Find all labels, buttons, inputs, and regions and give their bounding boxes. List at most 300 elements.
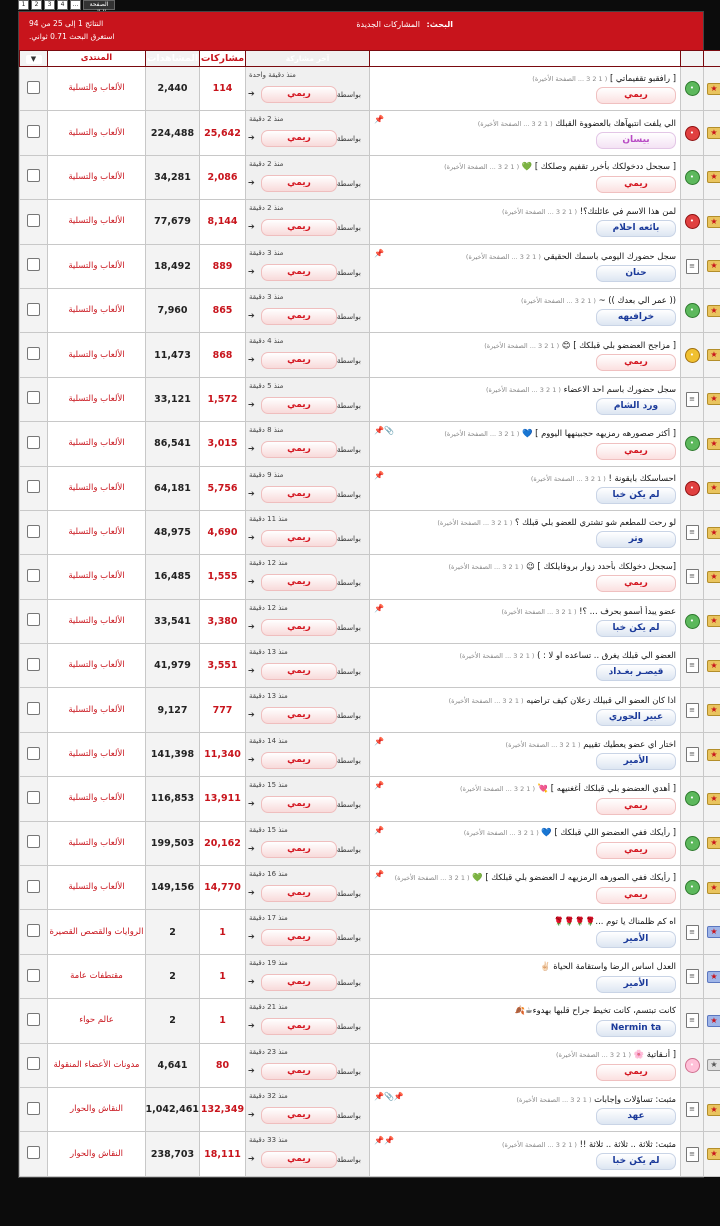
last-post-time: منذ 21 دقيقة <box>249 1003 288 1012</box>
folder-icon: ★ <box>707 482 720 494</box>
posts-count[interactable]: 25,642 <box>200 111 246 155</box>
row-checkbox[interactable] <box>27 303 40 316</box>
page-link[interactable]: 1 <box>18 0 29 10</box>
last-post-cell <box>246 1087 370 1131</box>
forum-link[interactable]: الألعاب والتسلية <box>48 155 146 199</box>
row-checkbox[interactable] <box>27 702 40 715</box>
forum-link[interactable]: الألعاب والتسلية <box>48 599 146 643</box>
col-views[interactable]: المشاهدات <box>146 51 200 67</box>
last-poster[interactable]: ريمي <box>261 663 337 680</box>
go-to-last-post-icon[interactable]: ➔ <box>248 799 255 809</box>
topic-author[interactable]: ريمي <box>596 354 676 371</box>
row-checkbox[interactable] <box>27 969 40 982</box>
posts-count[interactable]: 4,690 <box>200 510 246 554</box>
topic-author[interactable]: Nermin ta <box>596 1020 676 1037</box>
search-label: البحث: <box>426 20 453 29</box>
go-to-last-post-icon[interactable]: ➔ <box>248 932 255 942</box>
page-links[interactable]: ( 1 2 3 ... الصفحة الأخيرة) <box>463 829 539 838</box>
page-link[interactable]: ... <box>70 0 81 10</box>
views-count: 2 <box>146 910 200 954</box>
go-to-last-post-icon[interactable]: ➔ <box>248 532 255 542</box>
page-links[interactable]: ( 1 2 3 ... الصفحة الأخيرة) <box>484 341 560 350</box>
posts-count[interactable]: 132,349 <box>200 1087 246 1131</box>
last-poster[interactable]: ريمي <box>261 441 337 458</box>
topic-title[interactable]: [ أكثر صصورهه رمزيهه حجبينهها اليووم ] 💙 ( 1 2 3 ... الصفحة الأخيرة) <box>444 427 676 438</box>
topic-status-cell <box>704 954 720 998</box>
posts-count[interactable]: 865 <box>200 288 246 332</box>
last-poster[interactable]: ريمي <box>261 574 337 591</box>
by-label: بواسطة <box>336 134 361 144</box>
topic-cell <box>370 244 681 288</box>
topic-title[interactable]: عضو يبدأ أسمو بحرف ... ؟! ( 1 2 3 ... الصفحة الأخيرة) <box>501 605 676 616</box>
page-links[interactable]: ( 1 2 3 ... الصفحة الأخيرة) <box>444 429 520 438</box>
topic-author-wrap <box>374 398 676 415</box>
row-checkbox[interactable] <box>27 347 40 360</box>
folder-icon: ★ <box>707 260 720 272</box>
last-poster[interactable]: ريمي <box>261 86 337 103</box>
go-to-last-post-icon[interactable]: ➔ <box>248 310 255 320</box>
last-poster[interactable]: ريمي <box>261 752 337 769</box>
page-links[interactable]: ( 1 2 3 ... الصفحة الأخيرة) <box>460 784 536 793</box>
folder-icon: ★ <box>707 438 720 450</box>
by-label: بواسطة <box>336 223 361 233</box>
row-checkbox[interactable] <box>27 258 40 271</box>
topic-author-wrap <box>374 531 676 548</box>
table-row <box>20 821 720 865</box>
topic-author[interactable]: لم يكن خبا <box>596 487 676 504</box>
forum-link[interactable]: الألعاب والتسلية <box>48 555 146 599</box>
go-to-last-post-icon[interactable]: ➔ <box>248 1109 255 1119</box>
topic-title[interactable]: الي يلفت انتبهآهك بالعضووة القبلك ( 1 2 3 ... الصفحة الأخيرة) <box>477 117 676 128</box>
folder-icon: ★ <box>707 127 720 139</box>
folder-icon: ★ <box>707 527 720 539</box>
table-row <box>20 466 720 510</box>
forum-link[interactable]: الألعاب والتسلية <box>48 466 146 510</box>
topic-title[interactable]: سجل حضورك باسم احد الاعضاء ( 1 2 3 ... الصفحة الأخيرة) <box>485 383 676 394</box>
go-to-last-post-icon[interactable]: ➔ <box>248 1021 255 1031</box>
last-poster[interactable]: ريمي <box>261 486 337 503</box>
select-cell <box>20 244 48 288</box>
col-topic[interactable]: الموضوع / كاتب الموضوع <box>370 51 681 67</box>
forum-link[interactable]: الألعاب والتسلية <box>48 688 146 732</box>
post-icon: • <box>685 1058 700 1073</box>
row-checkbox[interactable] <box>27 436 40 449</box>
by-label: بواسطة <box>336 489 361 499</box>
row-checkbox[interactable] <box>27 525 40 538</box>
by-label: بواسطة <box>336 400 361 410</box>
row-checkbox[interactable] <box>27 480 40 493</box>
row-checkbox[interactable] <box>27 391 40 404</box>
topic-icon-cell <box>681 288 704 332</box>
topic-author-wrap <box>374 1108 676 1125</box>
topic-icon-cell <box>681 1043 704 1087</box>
topic-title[interactable]: لمن هذا الاسم في عائلتك؟! ( 1 2 3 ... الصفحة الأخيرة) <box>502 206 676 217</box>
topic-icon-cell <box>681 866 704 910</box>
folder-icon: ★ <box>707 971 720 983</box>
topic-title[interactable]: احساسكك بايقونة ! ( 1 2 3 ... الصفحة الأخيرة) <box>530 472 676 483</box>
posts-count[interactable]: 11,340 <box>200 732 246 776</box>
row-checkbox[interactable] <box>27 747 40 760</box>
posts-count[interactable]: 1,555 <box>200 555 246 599</box>
table-row <box>20 732 720 776</box>
select-cell <box>20 954 48 998</box>
folder-icon: ★ <box>707 837 720 849</box>
last-post-time: منذ 12 دقيقة <box>249 559 288 568</box>
topic-cell <box>370 644 681 688</box>
topic-cell <box>370 1087 681 1131</box>
topic-status-cell <box>704 155 720 199</box>
forum-link[interactable]: مقتطفات عامة <box>48 954 146 998</box>
page-links[interactable]: ( 1 2 3 ... الصفحة الأخيرة) <box>520 297 596 306</box>
topic-cell <box>370 777 681 821</box>
go-to-last-post-icon[interactable]: ➔ <box>248 621 255 631</box>
topic-author[interactable]: وتر <box>596 531 676 548</box>
topic-cell <box>370 910 681 954</box>
table-row <box>20 644 720 688</box>
forum-link[interactable]: عالم حواء <box>48 999 146 1043</box>
last-poster[interactable]: ريمي <box>261 929 337 946</box>
row-checkbox[interactable] <box>27 1057 40 1070</box>
topic-author-wrap <box>374 620 676 637</box>
last-poster[interactable]: ريمي <box>261 264 337 281</box>
last-post-time: منذ 3 دقيقة <box>249 248 284 257</box>
topic-status-cell <box>704 999 720 1043</box>
topic-author-wrap <box>374 575 676 592</box>
table-row <box>20 155 720 199</box>
forum-link[interactable]: الألعاب والتسلية <box>48 777 146 821</box>
topic-author[interactable]: الأمير <box>596 753 676 770</box>
topic-author[interactable]: ريمي <box>596 176 676 193</box>
go-to-last-post-icon[interactable]: ➔ <box>248 976 255 986</box>
go-to-last-post-icon[interactable]: ➔ <box>248 666 255 676</box>
posts-count[interactable]: 13,911 <box>200 777 246 821</box>
topic-author-wrap <box>374 176 676 193</box>
last-post-cell <box>246 288 370 332</box>
topic-title[interactable]: (( عمر الي بعدك )) ~ ( 1 2 3 ... الصفحة الأخيرة) <box>520 295 676 306</box>
topic-author[interactable]: عهد <box>596 1108 676 1125</box>
posts-count[interactable]: 2,086 <box>200 155 246 199</box>
topic-title[interactable]: [ أنـقاتية 🌸 ( 1 2 3 ... الصفحة الأخيرة) <box>556 1049 676 1060</box>
topic-author-wrap <box>374 976 676 993</box>
go-to-last-post-icon[interactable]: ➔ <box>248 266 255 276</box>
page-links[interactable]: ( 1 2 3 ... الصفحة الأخيرة) <box>477 119 553 128</box>
last-poster[interactable]: ريمي <box>261 619 337 636</box>
row-checkbox[interactable] <box>27 613 40 626</box>
folder-icon: ★ <box>707 793 720 805</box>
topic-title[interactable]: [ رأيكك ففي العضضو اللي قبلكك ] 💙 ( 1 2 3 ... الصفحة الأخيرة) <box>463 827 676 838</box>
forum-link[interactable]: الألعاب والتسلية <box>48 333 146 377</box>
page-link[interactable]: 4 <box>57 0 68 10</box>
select-cell <box>20 510 48 554</box>
last-post-cell <box>246 377 370 421</box>
topic-title[interactable]: مثبت: تساؤلات وإجابات ( 1 2 3 ... الصفحة الأخيرة) <box>516 1094 676 1105</box>
last-post-cell <box>246 155 370 199</box>
topic-title[interactable]: [ سجحل ددخولكك بأخرر تقفيم وصلكك ] 💚 ( 1 2 3 ... الصفحة الأخيرة) <box>444 161 676 172</box>
page-links[interactable]: ( 1 2 3 ... الصفحة الأخيرة) <box>501 1140 577 1149</box>
row-checkbox[interactable] <box>27 880 40 893</box>
row-checkbox[interactable] <box>27 1013 40 1026</box>
topic-status-cell <box>704 1087 720 1131</box>
go-to-last-post-icon[interactable]: ➔ <box>248 399 255 409</box>
last-post-cell <box>246 688 370 732</box>
last-poster[interactable]: ريمي <box>261 308 337 325</box>
topic-author[interactable]: قيصـر بغـداد <box>596 664 676 681</box>
go-to-last-post-icon[interactable]: ➔ <box>248 133 255 143</box>
select-cell <box>20 599 48 643</box>
topic-author[interactable]: الأمير <box>596 931 676 948</box>
topic-icon-cell <box>681 644 704 688</box>
forum-link[interactable]: الألعاب والتسلية <box>48 244 146 288</box>
post-icon: • <box>685 836 700 851</box>
last-post-time: منذ 23 دقيقة <box>249 1047 288 1056</box>
go-to-last-post-icon[interactable]: ➔ <box>248 577 255 587</box>
go-to-last-post-icon[interactable]: ➔ <box>248 355 255 365</box>
go-to-last-post-icon[interactable]: ➔ <box>248 754 255 764</box>
last-poster[interactable]: ريمي <box>261 885 337 902</box>
forum-link[interactable]: الألعاب والتسلية <box>48 67 146 111</box>
last-post-cell <box>246 244 370 288</box>
posts-count[interactable]: 1,572 <box>200 377 246 421</box>
row-checkbox[interactable] <box>27 125 40 138</box>
topic-title[interactable]: [ رافقبو تقفيماتي ] ( 1 2 3 ... الصفحة الأخيرة) <box>532 73 676 84</box>
posts-count[interactable]: 80 <box>200 1043 246 1087</box>
row-checkbox[interactable] <box>27 924 40 937</box>
col-last-post[interactable]: آخر مشاركة <box>246 51 370 67</box>
page-link[interactable]: 2 <box>31 0 42 10</box>
last-post-cell <box>246 910 370 954</box>
page-links[interactable]: ( 1 2 3 ... الصفحة الأخيرة) <box>465 252 541 261</box>
views-count: 224,488 <box>146 111 200 155</box>
go-to-last-post-icon[interactable]: ➔ <box>248 177 255 187</box>
last-poster[interactable]: ريمي <box>261 1063 337 1080</box>
table-row <box>20 777 720 821</box>
topic-cell <box>370 466 681 510</box>
forum-link[interactable]: الألعاب والتسلية <box>48 732 146 776</box>
topic-title[interactable]: لو رحت للمطعم شو تشتري للعضو بلي قبلك ؟ ( 1 2 3 ... الصفحة الأخيرة) <box>437 517 676 528</box>
row-checkbox[interactable] <box>27 1102 40 1115</box>
forum-link[interactable]: الألعاب والتسلية <box>48 288 146 332</box>
last-poster[interactable]: ريمي <box>261 352 337 369</box>
post-icon: • <box>685 791 700 806</box>
row-checkbox[interactable] <box>27 569 40 582</box>
forum-link[interactable]: الألعاب والتسلية <box>48 200 146 244</box>
page-links[interactable]: ( 1 2 3 ... الصفحة الأخيرة) <box>530 474 606 483</box>
posts-count[interactable]: 114 <box>200 67 246 111</box>
last-poster[interactable]: ريمي <box>261 841 337 858</box>
topic-cell <box>370 200 681 244</box>
topic-author[interactable]: ريمي <box>596 575 676 592</box>
last-post-time: منذ 9 دقيقة <box>249 470 284 479</box>
post-icon: • <box>685 214 700 229</box>
forum-link[interactable]: الألعاب والتسلية <box>48 821 146 865</box>
last-poster[interactable]: ريمي <box>261 974 337 991</box>
posts-count[interactable]: 5,756 <box>200 466 246 510</box>
topic-icon-cell <box>681 777 704 821</box>
folder-icon: ★ <box>707 1104 720 1116</box>
topic-title[interactable]: [ أهدي العضضو بلي قبلكك أغغنيهه ] 💘 ( 1 2 3 ... الصفحة الأخيرة) <box>460 782 676 793</box>
topic-title[interactable]: [ مزاجح العضضو بلي قبلكك ] 😊 ( 1 2 3 ... الصفحة الأخيرة) <box>484 339 676 350</box>
last-post-time: منذ 11 دقيقة <box>249 514 288 523</box>
row-checkbox[interactable] <box>27 835 40 848</box>
by-label: بواسطة <box>336 667 361 677</box>
page-links[interactable]: ( 1 2 3 ... الصفحة الأخيرة) <box>448 563 524 572</box>
forum-link[interactable]: مدونات الأعضاء المنقولة <box>48 1043 146 1087</box>
posts-count[interactable]: 1 <box>200 999 246 1043</box>
last-poster[interactable]: ريمي <box>261 1018 337 1035</box>
forum-link[interactable]: الألعاب والتسلية <box>48 866 146 910</box>
go-to-last-post-icon[interactable]: ➔ <box>248 444 255 454</box>
topic-title[interactable]: اه كم ظلمناك يا توم ...🌹🌹🌹🌹 <box>553 916 676 927</box>
table-row <box>20 1087 720 1131</box>
posts-count[interactable]: 868 <box>200 333 246 377</box>
topic-author-wrap <box>374 87 676 104</box>
page-links[interactable]: ( 1 2 3 ... الصفحة الأخيرة) <box>502 208 578 217</box>
page-links[interactable]: ( 1 2 3 ... الصفحة الأخيرة) <box>437 519 513 528</box>
last-poster[interactable]: ريمي <box>261 707 337 724</box>
forum-link[interactable]: الألعاب والتسلية <box>48 644 146 688</box>
last-poster[interactable]: ريمي <box>261 530 337 547</box>
folder-icon: ★ <box>707 1059 720 1071</box>
topic-status-cell <box>704 67 720 111</box>
pinned-icon: 📎📌 <box>374 426 394 436</box>
folder-icon: ★ <box>707 615 720 627</box>
sort-dropdown-icon[interactable]: ▼ <box>26 55 42 64</box>
topic-icon-cell <box>681 1132 704 1176</box>
forum-link[interactable]: الألعاب والتسلية <box>48 422 146 466</box>
topic-author[interactable]: لم يكن خبا <box>596 1153 676 1170</box>
last-poster[interactable]: ريمي <box>261 1107 337 1124</box>
page-links[interactable]: ( 1 2 3 ... الصفحة الأخيرة) <box>556 1051 632 1060</box>
topic-author[interactable]: خرافيهه <box>596 309 676 326</box>
last-poster[interactable]: ريمي <box>261 175 337 192</box>
row-checkbox[interactable] <box>27 791 40 804</box>
posts-count[interactable]: 8,144 <box>200 200 246 244</box>
page-links[interactable]: ( 1 2 3 ... الصفحة الأخيرة) <box>448 696 524 705</box>
posts-count[interactable]: 1 <box>200 954 246 998</box>
by-label: بواسطة <box>336 356 361 366</box>
search-value[interactable]: المشاركات الجديدة <box>356 20 420 29</box>
go-to-last-post-icon[interactable]: ➔ <box>248 89 255 98</box>
page-links[interactable]: ( 1 2 3 ... الصفحة الأخيرة) <box>532 75 608 84</box>
page-links[interactable]: ( 1 2 3 ... الصفحة الأخيرة) <box>459 652 535 661</box>
last-post-time: منذ 3 دقيقة <box>249 292 284 301</box>
posts-count[interactable]: 1 <box>200 910 246 954</box>
topic-author[interactable]: لم يكن خبا <box>596 620 676 637</box>
topic-author[interactable]: ريمي <box>596 443 676 460</box>
topic-title[interactable]: العدل اساس الرضا واستقامة الحياة ✌🏻 <box>540 960 676 971</box>
last-poster[interactable]: ريمي <box>261 130 337 147</box>
forum-link[interactable]: الألعاب والتسلية <box>48 111 146 155</box>
topic-author[interactable]: ريمي <box>596 87 676 104</box>
results-table <box>19 50 720 1177</box>
forum-link[interactable]: النقاش والحوار <box>48 1132 146 1176</box>
forum-link[interactable]: النقاش والحوار <box>48 1087 146 1131</box>
go-to-last-post-icon[interactable]: ➔ <box>248 488 255 498</box>
row-checkbox[interactable] <box>27 81 40 94</box>
go-to-last-post-icon[interactable]: ➔ <box>248 843 255 853</box>
page-links[interactable]: ( 1 2 3 ... الصفحة الأخيرة) <box>485 385 561 394</box>
posts-count[interactable]: 14,770 <box>200 866 246 910</box>
forum-link[interactable]: الألعاب والتسلية <box>48 510 146 554</box>
topic-author[interactable]: ريمي <box>596 887 676 904</box>
go-to-last-post-icon[interactable]: ➔ <box>248 222 255 232</box>
topic-title[interactable]: [سجحل دخولكك بأحدد زوار بروفايلكك ] 😉 ( 1 2 3 ... الصفحة الأخيرة) <box>448 561 676 572</box>
topic-author[interactable]: الأمير <box>596 976 676 993</box>
row-checkbox[interactable] <box>27 169 40 182</box>
topic-icon-cell <box>681 1087 704 1131</box>
forum-link[interactable]: الروايات والقصص القصيرة <box>48 910 146 954</box>
by-label: بواسطة <box>336 711 361 721</box>
last-poster[interactable]: ريمي <box>261 796 337 813</box>
next-page-link[interactable]: الصفحة <box>83 0 115 10</box>
page-links[interactable]: ( 1 2 3 ... الصفحة الأخيرة) <box>516 1096 592 1105</box>
topic-status-cell <box>704 111 720 155</box>
topic-author[interactable]: عبير الجوري <box>596 709 676 726</box>
last-poster[interactable]: ريمي <box>261 219 337 236</box>
go-to-last-post-icon[interactable]: ➔ <box>248 1154 255 1164</box>
topic-author[interactable]: ريمي <box>596 842 676 859</box>
table-header-row <box>20 51 720 67</box>
row-checkbox[interactable] <box>27 1146 40 1159</box>
topic-title[interactable]: العضو الي قبلك يغرق .. تساعده او لا : ) ( 1 2 3 ... الصفحة الأخيرة) <box>459 650 676 661</box>
page-links[interactable]: ( 1 2 3 ... الصفحة الأخيرة) <box>394 873 470 882</box>
topic-title[interactable]: سجل حضورك اليومي باسمك الحقيقي ( 1 2 3 ... الصفحة الأخيرة) <box>465 250 676 261</box>
topic-title[interactable]: اختار اي عضو يعطيك تقييم ( 1 2 3 ... الصفحة الأخيرة) <box>505 739 676 750</box>
posts-count[interactable]: 777 <box>200 688 246 732</box>
by-label: بواسطة <box>336 1066 361 1076</box>
last-post-cell <box>246 999 370 1043</box>
table-row <box>20 288 720 332</box>
topic-author[interactable]: حنان <box>596 265 676 282</box>
topic-icon-cell <box>681 244 704 288</box>
topic-author[interactable]: بيسان <box>596 132 676 149</box>
posts-count[interactable]: 3,015 <box>200 422 246 466</box>
page-links[interactable]: ( 1 2 3 ... الصفحة الأخيرة) <box>444 163 520 172</box>
topic-title[interactable]: كانت تبتسم، كانت تخيط جراح قلبها بهدوء☕🍂 <box>514 1004 676 1015</box>
topic-title[interactable]: اذا كان العضو الي قبيلك زعلان كيف تراضيه ( 1 2 3 ... الصفحة الأخيرة) <box>448 694 676 705</box>
topic-author[interactable]: بائعه احلام <box>596 220 676 237</box>
row-checkbox[interactable] <box>27 214 40 227</box>
go-to-last-post-icon[interactable]: ➔ <box>248 888 255 898</box>
page-links[interactable]: ( 1 2 3 ... الصفحة الأخيرة) <box>505 741 581 750</box>
topic-cell <box>370 732 681 776</box>
posts-count[interactable]: 3,551 <box>200 644 246 688</box>
topic-title[interactable]: مثبت: ثلاثة .. ثلاثة .. ثلاثة !! ( 1 2 3 ... الصفحة الأخيرة) <box>501 1138 676 1149</box>
last-post-time: منذ 14 دقيقة <box>249 736 288 745</box>
select-cell <box>20 1132 48 1176</box>
post-icon: ≡ <box>686 1147 699 1162</box>
topic-author[interactable]: ريمي <box>596 798 676 815</box>
forum-link[interactable]: الألعاب والتسلية <box>48 377 146 421</box>
topic-title[interactable]: [ رأيكك ففي الصورهه الرمزيهه لـ العضضو بلي قبلكك ] 💚 ( 1 2 3 ... الصفحة الأخيرة) <box>394 871 676 882</box>
posts-count[interactable]: 20,162 <box>200 821 246 865</box>
topic-author[interactable]: ريمي <box>596 1064 676 1081</box>
page-links[interactable]: ( 1 2 3 ... الصفحة الأخيرة) <box>501 607 577 616</box>
go-to-last-post-icon[interactable]: ➔ <box>248 710 255 720</box>
posts-count[interactable]: 3,380 <box>200 599 246 643</box>
topic-author[interactable]: ورد الشام <box>596 398 676 415</box>
go-to-last-post-icon[interactable]: ➔ <box>248 1065 255 1075</box>
row-checkbox[interactable] <box>27 658 40 671</box>
col-posts[interactable]: مشاركات <box>200 51 246 67</box>
last-poster[interactable]: ريمي <box>261 397 337 414</box>
posts-count[interactable]: 18,111 <box>200 1132 246 1176</box>
last-poster[interactable]: ريمي <box>261 1151 337 1168</box>
select-cell <box>20 555 48 599</box>
page-link[interactable]: 3 <box>44 0 55 10</box>
posts-count[interactable]: 889 <box>200 244 246 288</box>
col-forum[interactable]: المنتدى <box>48 51 146 67</box>
